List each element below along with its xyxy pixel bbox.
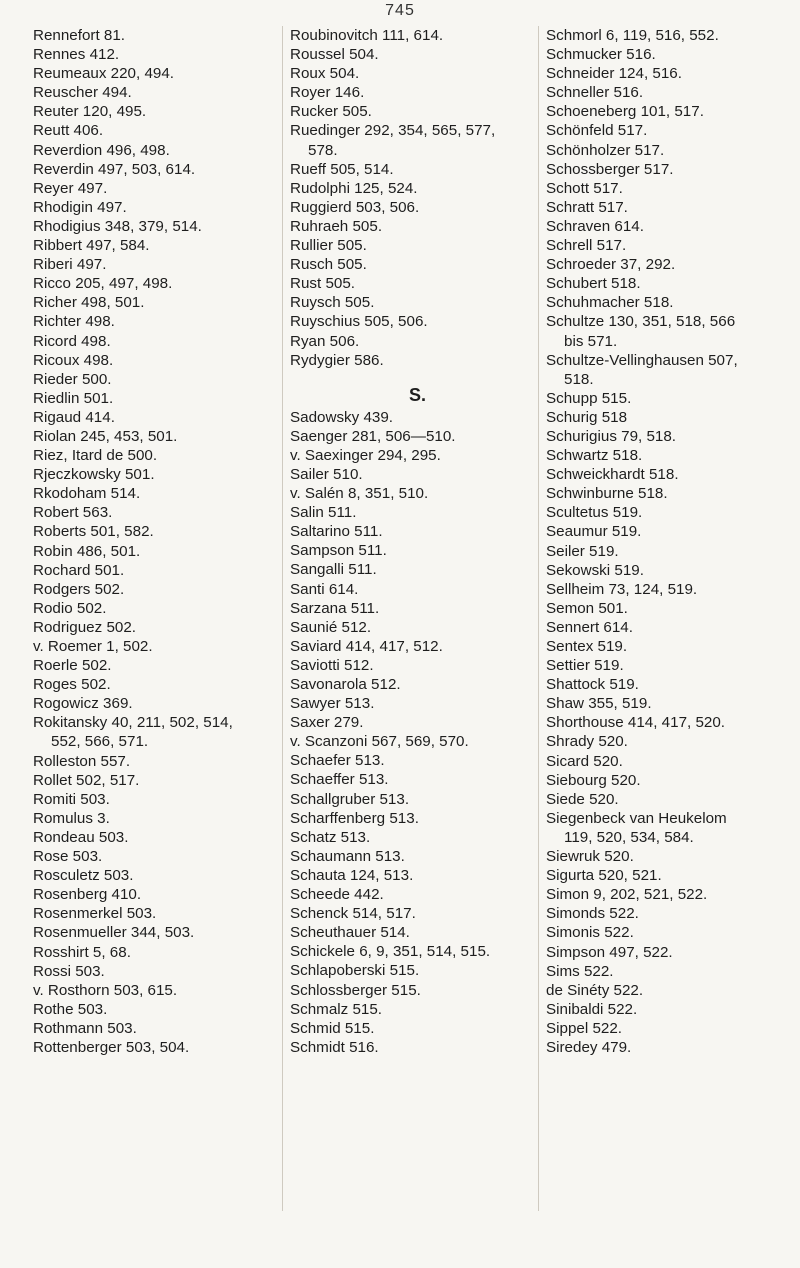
index-entry: Sentex 519. [546, 638, 628, 655]
index-entry: Ruyschius 505, 506. [290, 313, 428, 331]
index-entry: Schmucker 516. [546, 46, 656, 64]
index-entry: Rodio 502. [33, 599, 107, 617]
index-entry: Reyer 497. [33, 179, 108, 197]
index-entry: Roges 502. [33, 676, 111, 694]
index-entry: Ricord 498. [33, 332, 111, 350]
index-entry: Rieder 500. [33, 370, 112, 388]
index-entry: Reumeaux 220, 494. [33, 65, 175, 83]
index-entry: Romulus 3. [33, 809, 110, 827]
index-entry: Rueff 505, 514. [290, 160, 394, 178]
index-entry: v. Scanzoni 567, 569, 570. [290, 733, 469, 751]
index-entry: Sims 522. [546, 962, 614, 980]
index-entry: Rennefort 81. [33, 27, 126, 44]
column-divider [538, 26, 539, 1211]
index-entry: Schratt 517. [546, 198, 628, 216]
index-entry: Seaumur 519. [546, 523, 642, 541]
index-entry: Schrell 517. [546, 237, 627, 255]
index-entry: Roberts 501, 582. [33, 523, 154, 541]
index-entry: Riberi 497. [33, 256, 107, 274]
index-entry: Rennes 412. [33, 46, 120, 64]
index-entry: Rucker 505. [290, 103, 372, 121]
index-entry: Rosenmueller 344, 503. [33, 924, 195, 942]
index-entry: Richer 498, 501. [33, 294, 145, 312]
index-entry-continuation: bis 571. [564, 332, 618, 350]
index-entry: Sinibaldi 522. [546, 1000, 638, 1018]
index-entry: de Sinéty 522. [546, 981, 644, 999]
index-entry: Schneider 124, 516. [546, 65, 682, 83]
index-entry: Schenck 514, 517. [290, 905, 416, 923]
index-entry: Sailer 510. [290, 465, 363, 483]
index-entry: Rullier 505. [290, 237, 367, 255]
index-entry: Schuhmacher 518. [546, 294, 674, 312]
index-entry: Schoeneberg 101, 517. [546, 103, 704, 121]
index-entry: Schlapoberski 515. [290, 962, 420, 980]
index-entry: Savonarola 512. [290, 676, 401, 693]
index-entry: Rolleston 557. [33, 752, 131, 770]
index-entry: Siewruk 520. [546, 848, 634, 866]
index-entry: Robin 486, 501. [33, 542, 141, 560]
index-entry: Simon 9, 202, 521, 522. [546, 886, 708, 904]
index-entry: Siredey 479. [546, 1038, 632, 1056]
index-entry: Scharffenberg 513. [290, 809, 419, 827]
index-entry: Rodgers 502. [33, 580, 125, 598]
index-entry: Schmalz 515. [290, 1000, 383, 1018]
index-entry: Shattock 519. [546, 676, 639, 694]
index-entry: Ruedinger 292, 354, 565, 577, [290, 122, 496, 140]
index-entry: Sangalli 511. [290, 561, 377, 579]
index-entry: Schmid 515. [290, 1019, 375, 1037]
index-entry: Schurigius 79, 518. [546, 427, 677, 445]
index-entry: Siegenbeck van Heukelom [546, 809, 727, 827]
index-entry: Schaefer 513. [290, 752, 385, 770]
index-entry: Roubinovitch 111, 614. [290, 27, 444, 44]
index-entry: Rothe 503. [33, 1000, 108, 1018]
index-entry-continuation: 119, 520, 534, 584. [564, 828, 694, 846]
index-entry: Ruhraeh 505. [290, 217, 383, 235]
index-entry: Schwartz 518. [546, 447, 643, 465]
index-entry: Schallgruber 513. [290, 790, 410, 808]
index-entry: Sawyer 513. [290, 695, 375, 713]
index-entry: Schott 517. [546, 179, 623, 197]
index-entry: Saunié 512. [290, 618, 372, 636]
index-entry: Scheuthauer 514. [290, 924, 410, 942]
index-entry: Rose 503. [33, 848, 103, 866]
index-entry: Shaw 355, 519. [546, 695, 652, 713]
index-entry: Riez, Itard de 500. [33, 447, 158, 465]
index-entry: Schultze 130, 351, 518, 566 [546, 313, 736, 331]
index-entry: Shrady 520. [546, 733, 628, 751]
index-entry: Rosenberg 410. [33, 886, 142, 904]
index-entry: Reutt 406. [33, 122, 104, 140]
index-entry: Roussel 504. [290, 46, 379, 64]
index-entry: Ricco 205, 497, 498. [33, 275, 173, 293]
index-entry: Rosculetz 503. [33, 867, 134, 885]
index-entry: v. Rosthorn 503, 615. [33, 981, 178, 999]
index-entry-continuation: 518. [564, 370, 594, 388]
index-entry: Schupp 515. [546, 389, 632, 407]
index-entry: v. Salén 8, 351, 510. [290, 485, 429, 503]
index-entry: Schroeder 37, 292. [546, 256, 676, 274]
index-entry: Schönfeld 517. [546, 122, 648, 140]
index-entry: Sennert 614. [546, 618, 633, 636]
column-divider [282, 26, 283, 1211]
index-entry: Scheede 442. [290, 886, 384, 904]
index-entry: Royer 146. [290, 84, 365, 102]
index-entry: Seiler 519. [546, 542, 619, 560]
index-entry: Ricoux 498. [33, 351, 114, 369]
index-entry: Schmidt 516. [290, 1038, 379, 1056]
index-entry: Simpson 497, 522. [546, 943, 673, 961]
index-entry: Schaumann 513. [290, 847, 405, 865]
index-entry: Saviard 414, 417, 512. [290, 637, 443, 655]
index-entry: Rosenmerkel 503. [33, 905, 157, 923]
index-entry: Reverdin 497, 503, 614. [33, 160, 196, 178]
index-entry: Semon 501. [546, 599, 628, 617]
index-entry: Schickele 6, 9, 351, 514, 515. [290, 943, 491, 961]
index-entry: Riedlin 501. [33, 389, 114, 407]
index-entry-continuation: 552, 566, 571. [51, 733, 149, 751]
index-entry: Schweickhardt 518. [546, 466, 679, 484]
index-entry: Sicard 520. [546, 752, 623, 770]
index-entry: Rothmann 503. [33, 1019, 137, 1037]
index-entry: Saltarino 511. [290, 523, 383, 541]
index-entry: Schauta 124, 513. [290, 866, 414, 884]
index-entry: Rogowicz 369. [33, 695, 133, 713]
index-entry: Sekowski 519. [546, 561, 644, 579]
index-entry: Sigurta 520, 521. [546, 867, 662, 885]
page-number: 745 [385, 2, 415, 19]
index-entry: Schneller 516. [546, 84, 644, 102]
index-entry: Schlossberger 515. [290, 981, 421, 999]
index-entry: Schmorl 6, 119, 516, 552. [546, 27, 719, 44]
index-entry: Santi 614. [290, 580, 359, 598]
index-entry: Schubert 518. [546, 275, 641, 293]
index-entry: Rhodigin 497. [33, 198, 127, 216]
index-entry: Richter 498. [33, 313, 115, 331]
index-entry: Schossberger 517. [546, 160, 674, 178]
index-entry: Rusch 505. [290, 256, 367, 274]
index-entry: Sarzana 511. [290, 599, 380, 617]
index-entry: Rkodoham 514. [33, 485, 141, 503]
index-entry: Sellheim 73, 124, 519. [546, 580, 698, 598]
index-entry: Riolan 245, 453, 501. [33, 427, 178, 445]
index-entry: Schultze-Vellinghausen 507, [546, 351, 738, 369]
index-entry: v. Saexinger 294, 295. [290, 446, 441, 464]
index-entry: Robert 563. [33, 504, 113, 522]
index-column-2 [290, 26, 545, 1057]
index-entry: Rudolphi 125, 524. [290, 179, 418, 197]
index-entry: Rottenberger 503, 504. [33, 1038, 190, 1056]
index-entry-continuation: 578. [308, 141, 338, 159]
index-entry: Simonis 522. [546, 924, 634, 942]
index-entry: Siebourg 520. [546, 771, 641, 789]
index-entry: Rust 505. [290, 275, 356, 293]
index-entry: Rokitansky 40, 211, 502, 514, [33, 714, 233, 732]
index-entry: Rossi 503. [33, 962, 105, 980]
index-entry: Schatz 513. [290, 828, 371, 846]
index-entry: Rondeau 503. [33, 828, 129, 846]
index-entry: Schraven 614. [546, 217, 644, 235]
index-entry: Scultetus 519. [546, 504, 643, 522]
index-entry: Ruysch 505. [290, 294, 375, 312]
index-entry: Rochard 501. [33, 561, 125, 579]
index-entry: Ribbert 497, 584. [33, 237, 150, 255]
index-entry: Schaeffer 513. [290, 771, 389, 789]
index-entry: Rigaud 414. [33, 408, 115, 426]
index-entry: Rollet 502, 517. [33, 771, 140, 789]
index-entry: Sadowsky 439. [290, 408, 393, 426]
index-column-1 [33, 26, 281, 1057]
index-entry: Sampson 511. [290, 542, 387, 560]
index-entry: Saviotti 512. [290, 656, 374, 674]
index-entry: Roerle 502. [33, 657, 112, 675]
index-entry: Ryan 506. [290, 332, 360, 350]
index-entry: Rosshirt 5, 68. [33, 943, 131, 961]
index-entry: Reverdion 496, 498. [33, 141, 170, 159]
index-entry: Settier 519. [546, 657, 624, 675]
index-entry: Reuscher 494. [33, 84, 132, 102]
index-entry: Ruggierd 503, 506. [290, 198, 420, 216]
index-entry: Rjeczkowsky 501. [33, 466, 155, 484]
index-entry: Romiti 503. [33, 790, 110, 808]
index-entry: Saenger 281, 506—510. [290, 427, 456, 445]
index-entry: Roux 504. [290, 65, 360, 83]
index-entry: v. Roemer 1, 502. [33, 638, 153, 655]
index-entry: Rodriguez 502. [33, 618, 137, 636]
index-entry: Siede 520. [546, 790, 619, 808]
index-entry: Shorthouse 414, 417, 520. [546, 714, 726, 732]
index-entry: Reuter 120, 495. [33, 103, 147, 121]
index-entry: Salin 511. [290, 504, 357, 522]
index-entry: Simonds 522. [546, 905, 639, 923]
index-entry: Schurig 518 [546, 408, 628, 426]
index-entry: Schönholzer 517. [546, 141, 665, 159]
index-entry: Sippel 522. [546, 1019, 622, 1037]
index-entry: Schwinburne 518. [546, 485, 668, 503]
index-entry: Rhodigius 348, 379, 514. [33, 217, 202, 235]
index-entry: Rydygier 586. [290, 351, 384, 369]
index-entry: Saxer 279. [290, 714, 364, 732]
index-column-3 [546, 26, 794, 1057]
section-letter: S. [408, 384, 426, 405]
